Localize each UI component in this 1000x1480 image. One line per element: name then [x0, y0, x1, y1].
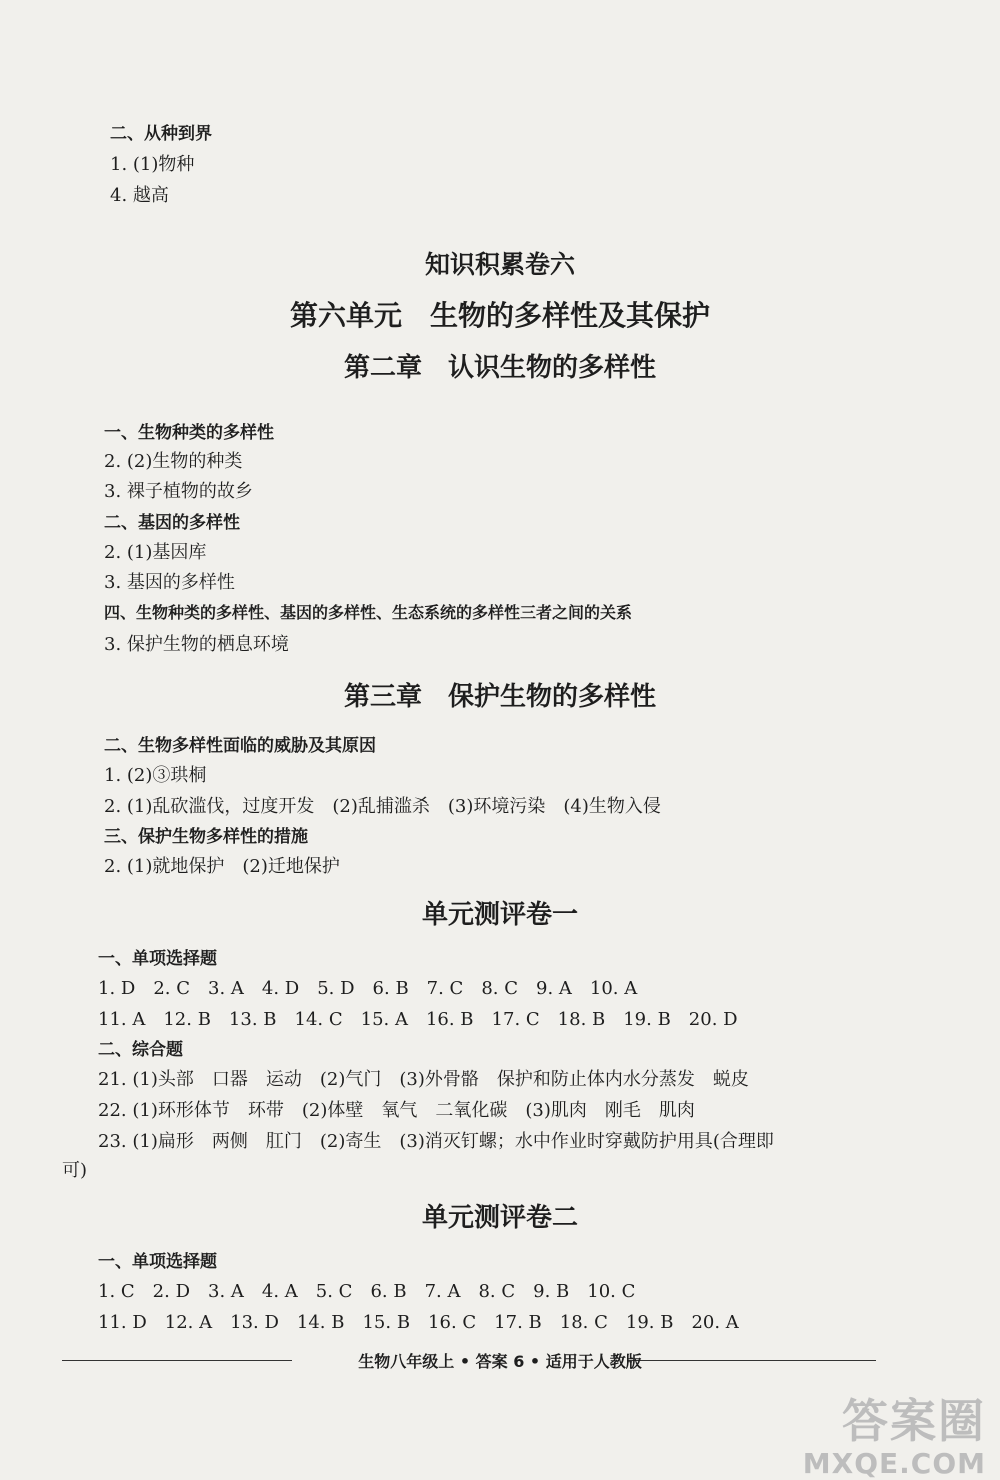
section-heading: 一、单项选择题	[98, 949, 217, 969]
answer-line: 2. (1)乱砍滥伐，过度开发 (2)乱捕滥杀 (3)环境污染 (4)生物入侵	[104, 796, 661, 817]
answer-line: 1. C 2. D 3. A 4. A 5. C 6. B 7. A 8. C 9. B 10. C	[98, 1281, 636, 1302]
answer-line: 1. (1)物种	[110, 154, 195, 175]
section-heading: 二、基因的多样性	[104, 513, 240, 533]
section-heading: 二、从种到界	[110, 124, 212, 144]
section-heading: 三、保护生物多样性的措施	[104, 827, 308, 847]
answer-line: 11. A 12. B 13. B 14. C 15. A 16. B 17. C 18. B 19. B 20. D	[98, 1009, 738, 1030]
answer-line: 11. D 12. A 13. D 14. B 15. B 16. C 17. B 18. C 19. B 20. A	[98, 1312, 739, 1333]
answer-line: 2. (1)基因库	[104, 542, 207, 563]
volume-title: 知识积累卷六	[424, 250, 575, 279]
answer-line: 2. (1)就地保护 (2)迁地保护	[104, 856, 340, 877]
answer-line: 3. 裸子植物的故乡	[104, 481, 253, 502]
answer-line: 可)	[62, 1160, 88, 1181]
answer-line: 2. (2)生物的种类	[104, 451, 243, 472]
section-heading: 一、单项选择题	[98, 1252, 217, 1272]
chapter-title: 第三章 保护生物的多样性	[343, 682, 656, 712]
section-heading: 二、生物多样性面临的威胁及其原因	[104, 736, 376, 756]
page-footer: 生物八年级上 • 答案 6 • 适用于人教版	[358, 1352, 642, 1371]
answer-line: 3. 基因的多样性	[104, 572, 235, 593]
watermark-url: MXQE.COM	[802, 1447, 986, 1480]
watermark	[803, 1385, 986, 1480]
test-title: 单元测评卷二	[421, 1203, 578, 1233]
section-heading: 二、综合题	[98, 1040, 183, 1060]
answer-line: 3. 保护生物的栖息环境	[104, 634, 289, 655]
answer-line: 1. (2)③珙桐	[104, 765, 207, 786]
watermark-logo: 答案圈	[842, 1394, 986, 1448]
answer-line: 22. (1)环形体节 环带 (2)体壁 氧气 二氧化碳 (3)肌肉 刚毛 肌肉	[98, 1100, 695, 1121]
answer-line: 21. (1)头部 口器 运动 (2)气门 (3)外骨骼 保护和防止体内水分蒸发 蜕皮	[98, 1069, 749, 1090]
answer-line: 23. (1)扁形 两侧 肛门 (2)寄生 (3)消灭钉螺；水中作业时穿戴防护用具(合理即	[98, 1131, 774, 1152]
test-title: 单元测评卷一	[421, 900, 578, 930]
section-heading: 一、生物种类的多样性	[104, 423, 274, 443]
section-heading: 四、生物种类的多样性、基因的多样性、生态系统的多样性三者之间的关系	[104, 603, 633, 622]
answer-line: 1. D 2. C 3. A 4. D 5. D 6. B 7. C 8. C 9. A 10. A	[98, 978, 638, 999]
unit-title: 第六单元 生物的多样性及其保护	[289, 299, 710, 332]
answer-line: 4. 越高	[110, 185, 169, 206]
chapter-title: 第二章 认识生物的多样性	[343, 353, 656, 383]
